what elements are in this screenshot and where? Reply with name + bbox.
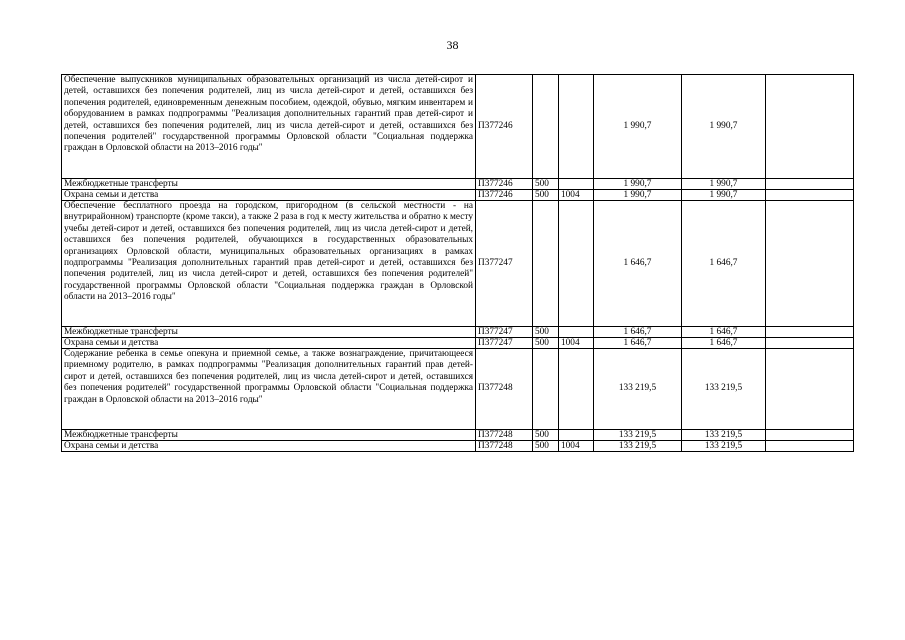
amount-1: 133 219,5 — [594, 441, 682, 452]
table-row — [62, 441, 854, 452]
amount-3 — [766, 201, 854, 327]
expense-type-code: 500 — [533, 327, 559, 338]
amount-1: 133 219,5 — [594, 349, 682, 430]
table-row — [62, 327, 854, 338]
expense-type-code: 500 — [533, 179, 559, 190]
amount-2: 1 990,7 — [682, 75, 766, 179]
expense-type-code: 500 — [533, 190, 559, 201]
section-code — [559, 75, 594, 179]
target-article-code: П377246 — [476, 75, 533, 179]
amount-2: 1 646,7 — [682, 201, 766, 327]
table-row — [62, 201, 854, 327]
section-code — [559, 327, 594, 338]
row-description: Обеспечение выпускников муниципальных образовательных организаций из числа детей-сирот и детей, оставшихся без попечения родителей, лиц из числа детей-сирот и детей, оставшихся без попечения родителей, единовременным денежным пособием, одеждой, обувью, мягким инвентарем и оборудованием в рамках подпрограммы "Реализация дополнительных гарантий прав детей-сирот и детей, оставшихся без попечения родителей, лиц из числа детей-сирот и детей, оставшихся без попечения родителей" государственной программы Орловской области "Социальная поддержка граждан в Орловской области на 2013–2016 годы" — [62, 75, 476, 179]
expense-type-code — [533, 75, 559, 179]
section-code — [559, 179, 594, 190]
amount-3 — [766, 441, 854, 452]
amount-3 — [766, 179, 854, 190]
amount-1: 133 219,5 — [594, 430, 682, 441]
row-description: Межбюджетные трансферты — [62, 430, 476, 441]
section-code — [559, 201, 594, 327]
amount-2: 1 646,7 — [682, 338, 766, 349]
section-code: 1004 — [559, 338, 594, 349]
row-description: Межбюджетные трансферты — [62, 327, 476, 338]
target-article-code: П377247 — [476, 327, 533, 338]
budget-table — [61, 74, 854, 452]
table-row — [62, 349, 854, 430]
amount-2: 133 219,5 — [682, 430, 766, 441]
amount-2: 1 990,7 — [682, 179, 766, 190]
amount-1: 1 990,7 — [594, 75, 682, 179]
expense-type-code: 500 — [533, 430, 559, 441]
table-row — [62, 179, 854, 190]
amount-2: 1 646,7 — [682, 327, 766, 338]
table-row — [62, 338, 854, 349]
amount-2: 133 219,5 — [682, 441, 766, 452]
expense-type-code — [533, 201, 559, 327]
amount-1: 1 990,7 — [594, 190, 682, 201]
row-description: Охрана семьи и детства — [62, 338, 476, 349]
page-number: 38 — [446, 38, 459, 52]
amount-1: 1 646,7 — [594, 327, 682, 338]
amount-3 — [766, 327, 854, 338]
amount-2: 133 219,5 — [682, 349, 766, 430]
amount-3 — [766, 190, 854, 201]
table-row — [62, 190, 854, 201]
expense-type-code — [533, 349, 559, 430]
target-article-code: П377248 — [476, 441, 533, 452]
target-article-code: П377248 — [476, 349, 533, 430]
amount-1: 1 990,7 — [594, 179, 682, 190]
target-article-code: П377248 — [476, 430, 533, 441]
table-row — [62, 75, 854, 179]
row-description: Охрана семьи и детства — [62, 441, 476, 452]
row-description: Охрана семьи и детства — [62, 190, 476, 201]
row-description: Обеспечение бесплатного проезда на городском, пригородном (в сельской местности - на внутрирайонном) транспорте (кроме такси), а также 2 раза в год к месту жительства и обратно к месту учебы детей-сирот и детей, оставшихся без попечения родителей, лиц из числа детей-сирот и детей, оставшихся без попечения родителей, обучающихся в государственных образовательных организациях Орловской области, муниципальных образовательных организациях в рамках подпрограммы "Реализация дополнительных гарантий прав детей-сирот и детей, оставшихся без попечения родителей, лиц из числа детей-сирот и детей, оставшихся без попечения родителей" государственной программы Орловской области "Социальная поддержка граждан в Орловской области на 2013–2016 годы" — [62, 201, 476, 327]
amount-3 — [766, 430, 854, 441]
table-row — [62, 430, 854, 441]
target-article-code: П377247 — [476, 338, 533, 349]
row-description: Межбюджетные трансферты — [62, 179, 476, 190]
section-code — [559, 430, 594, 441]
amount-3 — [766, 349, 854, 430]
section-code — [559, 349, 594, 430]
target-article-code: П377246 — [476, 190, 533, 201]
row-description: Содержание ребенка в семье опекуна и приемной семье, а также вознаграждение, причитающееся приемному родителю, в рамках подпрограммы "Реализация дополнительных гарантий прав детей-сирот и детей, оставшихся без попечения родителей, лиц из числа детей-сирот и детей, оставшихся без попечения родителей" государственной программы Орловской области "Социальная поддержка граждан в Орловской области на 2013–2016 годы" — [62, 349, 476, 430]
amount-1: 1 646,7 — [594, 201, 682, 327]
target-article-code: П377247 — [476, 201, 533, 327]
section-code: 1004 — [559, 190, 594, 201]
section-code: 1004 — [559, 441, 594, 452]
amount-3 — [766, 75, 854, 179]
amount-2: 1 990,7 — [682, 190, 766, 201]
amount-3 — [766, 338, 854, 349]
amount-1: 1 646,7 — [594, 338, 682, 349]
expense-type-code: 500 — [533, 441, 559, 452]
expense-type-code: 500 — [533, 338, 559, 349]
target-article-code: П377246 — [476, 179, 533, 190]
